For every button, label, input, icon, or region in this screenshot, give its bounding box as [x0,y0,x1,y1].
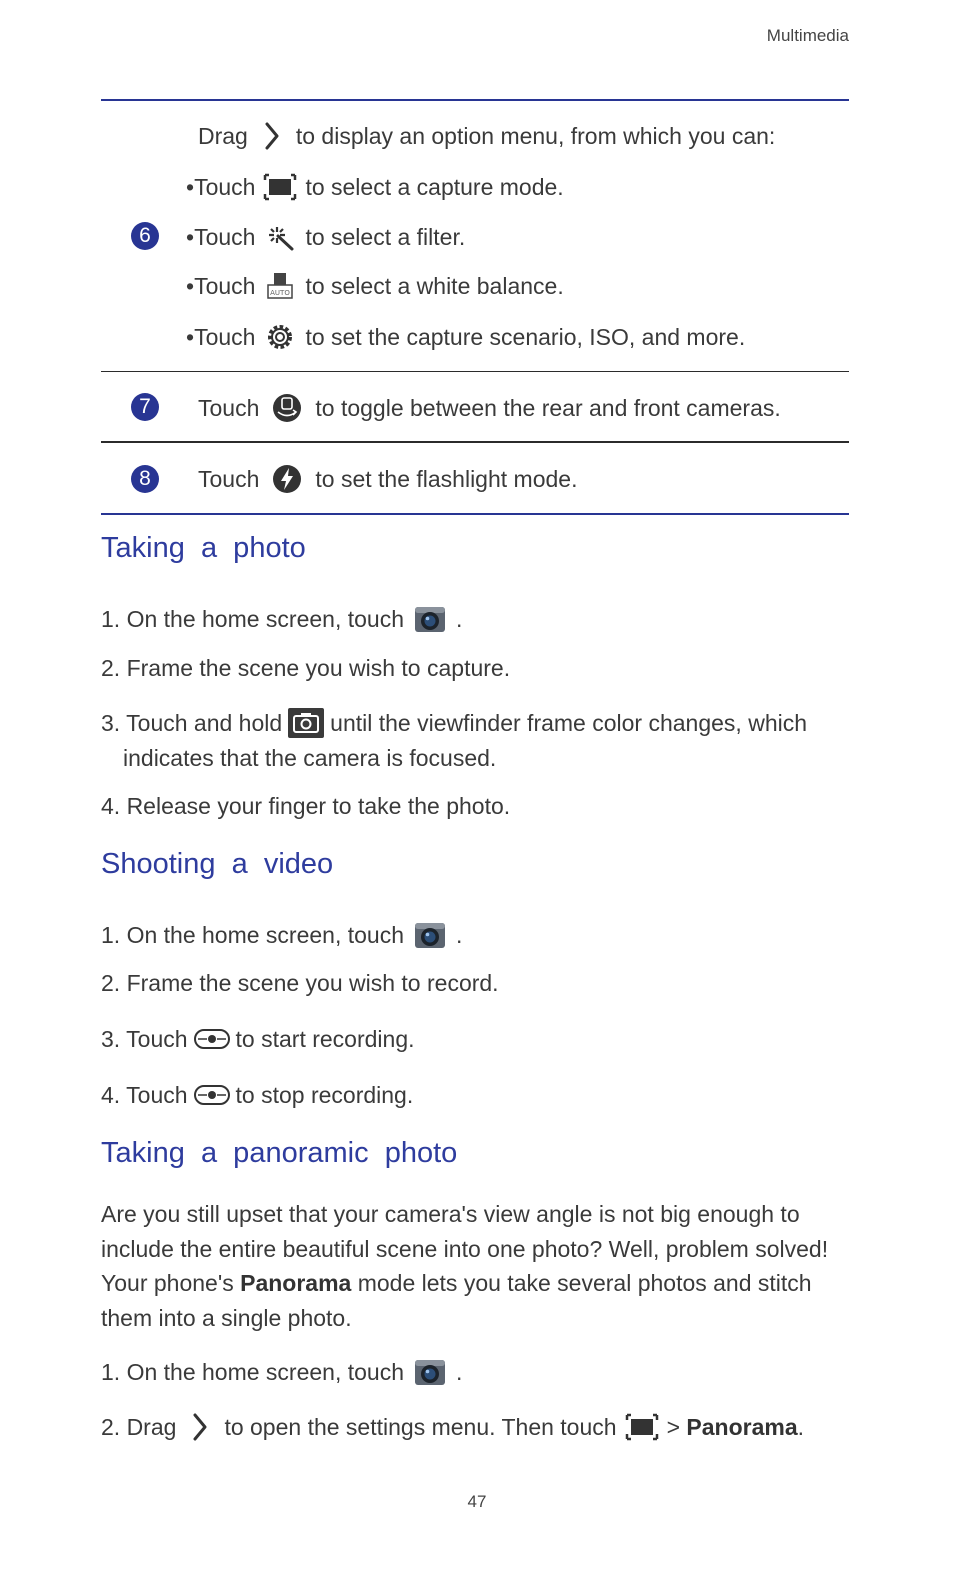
row-text: to set the flashlight mode. [315,466,578,492]
step-number-badge: 7 [131,393,159,421]
table-row-divider [101,441,849,443]
touch-word: Touch [198,395,260,421]
step-text: . [456,922,463,948]
panorama-step-1 [101,1357,462,1387]
record-button-icon [188,1027,236,1051]
paragraph-text: mode lets you take several photos and stitch them into a single photo. [101,1270,812,1331]
page-number: 47 [467,1492,487,1511]
section-heading-video: Shooting a video [101,848,334,880]
row6-drag-line [198,121,775,151]
step-text: 1. On the home screen, touch [101,922,405,948]
filter-icon [255,223,305,251]
auto-label: AUTO [270,289,291,297]
chevron-right-icon [176,1413,224,1441]
step-text: until the viewfinder frame color changes, which [330,710,808,736]
section-heading-photo: Taking a photo [101,532,306,564]
step-text: . [456,606,463,632]
stop-button-icon [188,1083,236,1107]
video-step-4 [101,1080,413,1110]
paragraph-bold: Panorama [240,1270,352,1296]
bullet-text: to select a filter. [305,224,466,250]
photo-step-3-cont: indicates that the camera is focused. [123,745,497,771]
step-text: > [666,1414,680,1440]
panorama-step-2 [101,1412,804,1442]
step-text: 2. Drag [101,1414,177,1440]
row8-line [198,464,577,494]
step-text: 3. Touch and hold [101,710,283,736]
bullet-text: to select a white balance. [305,273,564,299]
row6-bullet-filter: • Touch to select a filter. [186,224,466,250]
photo-step-3 [101,708,807,738]
step-text: to open the settings menu. Then touch [224,1414,617,1440]
white-balance-icon [255,271,305,301]
row7-line [198,393,781,423]
step-text: to stop recording. [235,1082,414,1108]
touch-word: Touch [194,273,256,299]
settings-gear-icon [255,322,305,352]
step-text: . [797,1414,804,1440]
camera-app-icon [404,920,456,950]
bullet-text: to set the capture scenario, ISO, and more. [305,324,746,350]
touch-word: Touch [194,174,256,200]
camera-app-icon [404,604,456,634]
touch-word: Touch [194,324,256,350]
row6-bullet-settings: • Touch to set the capture scenario, ISO, and more. [186,324,746,350]
switch-camera-icon [259,393,315,423]
video-step-2: 2. Frame the scene you wish to record. [101,970,499,996]
photo-step-4: 4. Release your finger to take the photo. [101,793,511,819]
touch-word: Touch [198,466,260,492]
shutter-button-icon [282,708,330,738]
table-row-divider [101,371,849,372]
photo-step-1 [101,604,462,634]
panorama-intro-paragraph [101,1197,853,1335]
capture-mode-icon [617,1413,667,1441]
drag-word: Drag [198,123,248,149]
step-text: 1. On the home screen, touch [101,606,405,632]
drag-description: to display an option menu, from which you can: [295,123,776,149]
table-bottom-rule [101,513,849,515]
step-text: 4. Touch [101,1082,188,1108]
paragraph-text: Are you still upset that your camera's view angle is not big enough to include the entire beautiful scene into one photo? Well, problem solved! Your phone's [101,1201,829,1296]
table-top-rule [101,99,849,101]
chevron-right-icon [248,122,296,150]
step-text: 3. Touch [101,1026,188,1052]
video-step-3 [101,1024,415,1054]
row6-bullet-capture-mode: • Touch to select a capture mode. [186,174,564,200]
row-text: to toggle between the rear and front cameras. [315,395,781,421]
section-heading-panorama: Taking a panoramic photo [101,1137,458,1169]
step-number-badge: 8 [131,465,159,493]
touch-word: Touch [194,224,256,250]
running-header: Multimedia [766,26,849,45]
step-text: . [456,1359,463,1385]
step-text: to start recording. [235,1026,415,1052]
photo-step-2: 2. Frame the scene you wish to capture. [101,655,511,681]
capture-mode-icon [255,173,305,201]
step-text: 1. On the home screen, touch [101,1359,405,1385]
camera-app-icon [404,1357,456,1387]
bullet-text: to select a capture mode. [305,174,564,200]
row6-bullet-white-balance: • Touch AUTO to select a white balance. [186,273,564,299]
video-step-1 [101,920,462,950]
flash-icon [259,464,315,494]
panorama-mode-label: Panorama [686,1414,798,1440]
step-number-badge: 6 [131,222,159,250]
